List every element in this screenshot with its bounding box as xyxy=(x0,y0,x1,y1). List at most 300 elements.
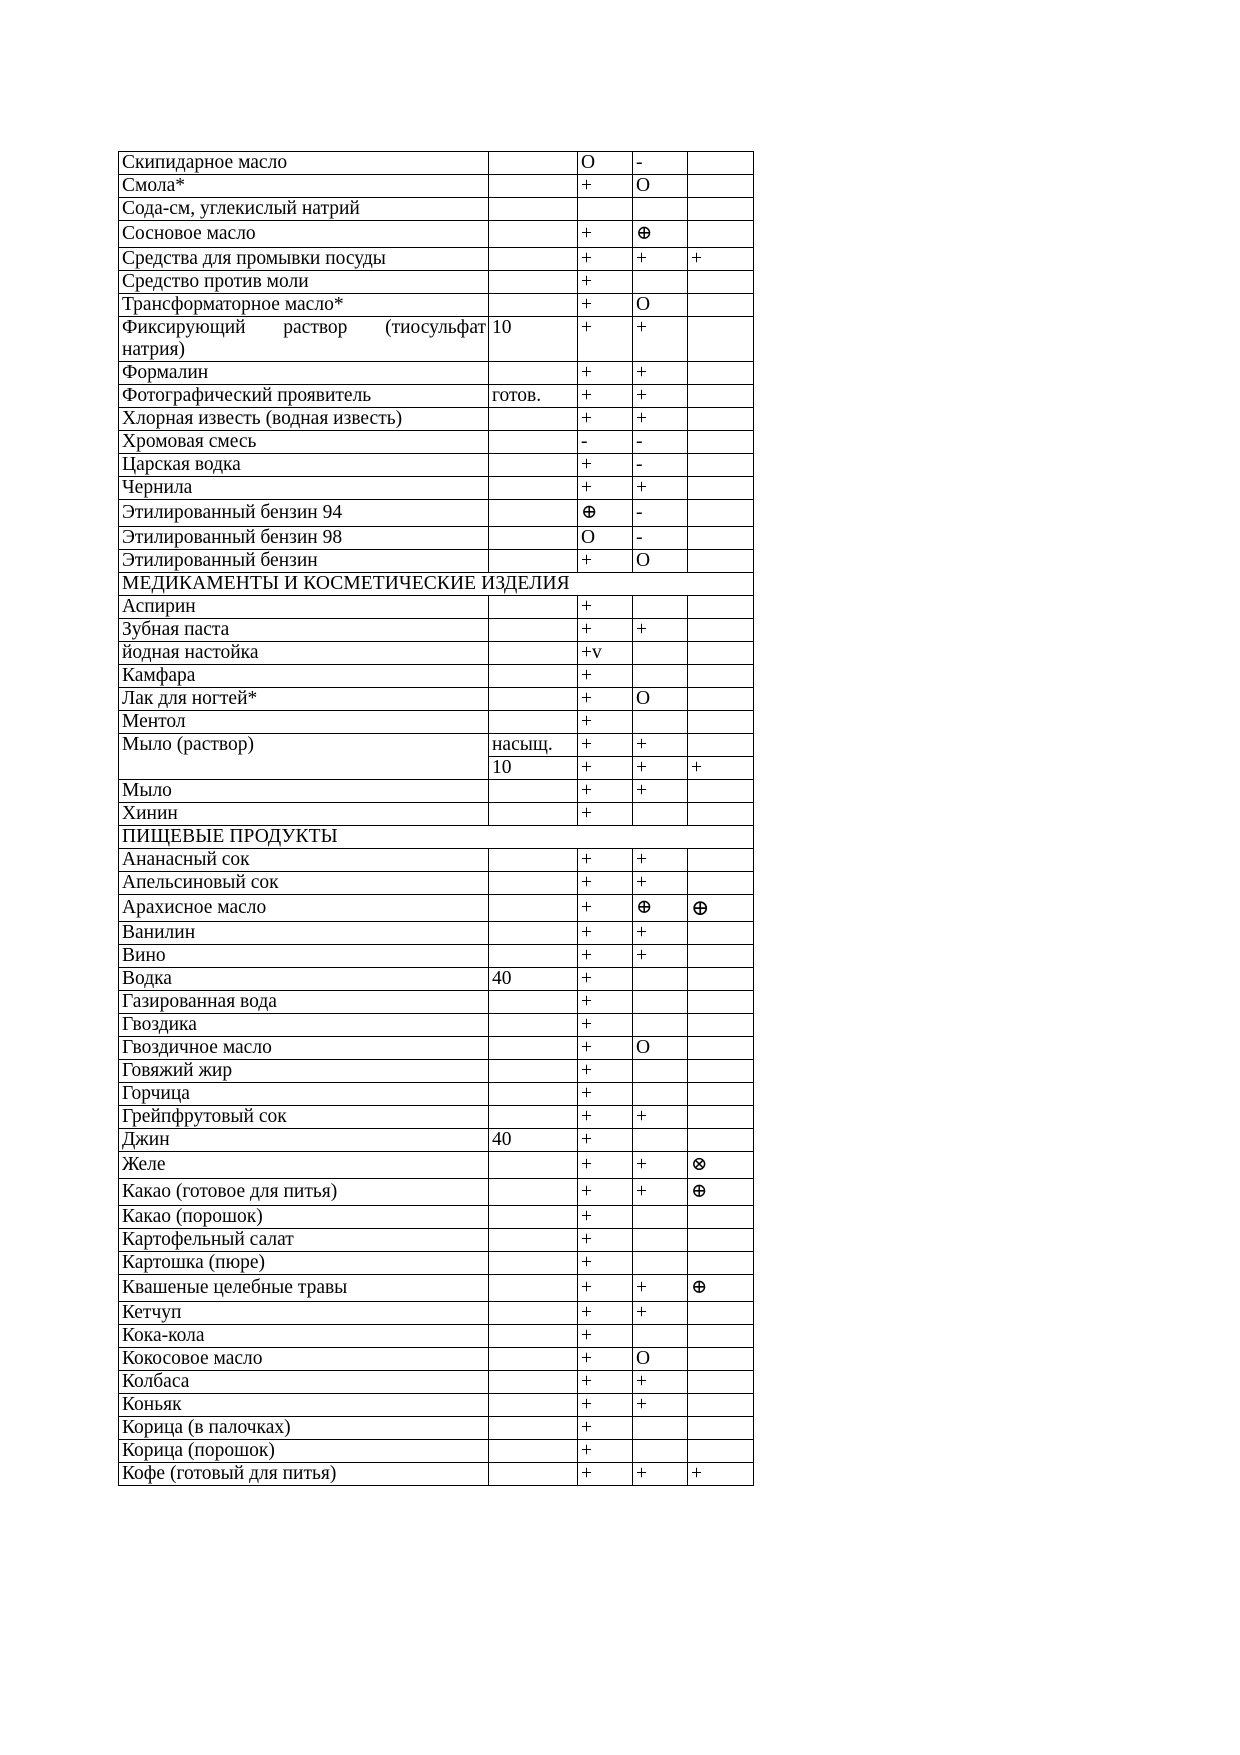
rating-a-cell: + xyxy=(578,968,633,991)
substance-name-cell: Кетчуп xyxy=(119,1302,489,1325)
table-row xyxy=(119,1252,754,1275)
rating-c-cell xyxy=(688,550,754,573)
concentration-cell xyxy=(489,1325,578,1348)
table-body xyxy=(119,152,754,1486)
concentration-cell xyxy=(489,362,578,385)
chemical-resistance-table xyxy=(118,151,754,1486)
rating-c-cell xyxy=(688,922,754,945)
concentration-cell xyxy=(489,711,578,734)
rating-b-cell: + xyxy=(633,317,688,362)
concentration-cell xyxy=(489,1275,578,1302)
table-row xyxy=(119,872,754,895)
table-row xyxy=(119,895,754,922)
table-row xyxy=(119,803,754,826)
rating-b-cell: O xyxy=(633,175,688,198)
concentration-cell xyxy=(489,1060,578,1083)
table-row xyxy=(119,175,754,198)
substance-name-cell: Мыло (раствор) xyxy=(119,734,489,780)
table-row xyxy=(119,945,754,968)
rating-b-cell xyxy=(633,271,688,294)
substance-name-cell: Аспирин xyxy=(119,596,489,619)
substance-name-cell: Желе xyxy=(119,1152,489,1179)
concentration-cell xyxy=(489,454,578,477)
rating-c-cell xyxy=(688,431,754,454)
concentration-cell xyxy=(489,152,578,175)
rating-c-cell xyxy=(688,317,754,362)
concentration-cell xyxy=(489,550,578,573)
rating-c-cell xyxy=(688,1371,754,1394)
rating-c-cell xyxy=(688,849,754,872)
table-row xyxy=(119,849,754,872)
concentration-cell xyxy=(489,527,578,550)
substance-name-cell: Ванилин xyxy=(119,922,489,945)
rating-b-cell: + xyxy=(633,849,688,872)
rating-a-cell: + xyxy=(578,1371,633,1394)
substance-name-cell: Царская водка xyxy=(119,454,489,477)
rating-c-cell xyxy=(688,780,754,803)
table-row xyxy=(119,1348,754,1371)
substance-name-cell: Ананасный сок xyxy=(119,849,489,872)
rating-a-cell: + xyxy=(578,175,633,198)
rating-c-cell xyxy=(688,1014,754,1037)
rating-b-cell: O xyxy=(633,1037,688,1060)
concentration-cell xyxy=(489,1252,578,1275)
concentration-cell xyxy=(489,642,578,665)
section-header-row xyxy=(119,826,754,849)
rating-c-cell xyxy=(688,1325,754,1348)
rating-c-cell: ⊗ xyxy=(688,1152,754,1179)
concentration-cell xyxy=(489,780,578,803)
rating-c-cell xyxy=(688,1252,754,1275)
rating-b-cell: - xyxy=(633,431,688,454)
table-row xyxy=(119,1083,754,1106)
substance-name-cell: Говяжий жир xyxy=(119,1060,489,1083)
concentration-cell xyxy=(489,991,578,1014)
rating-c-cell xyxy=(688,1348,754,1371)
rating-b-cell: O xyxy=(633,294,688,317)
substance-name-cell: Гвоздичное масло xyxy=(119,1037,489,1060)
table-row xyxy=(119,596,754,619)
rating-b-cell xyxy=(633,1206,688,1229)
rating-b-cell xyxy=(633,1440,688,1463)
rating-b-cell xyxy=(633,1014,688,1037)
rating-c-cell: + xyxy=(688,1463,754,1486)
rating-a-cell: + xyxy=(578,1275,633,1302)
rating-a-cell: + xyxy=(578,1302,633,1325)
rating-c-cell xyxy=(688,477,754,500)
rating-a-cell: + xyxy=(578,849,633,872)
concentration-cell xyxy=(489,803,578,826)
substance-name-cell: Кокосовое масло xyxy=(119,1348,489,1371)
rating-b-cell: + xyxy=(633,1463,688,1486)
rating-a-cell: ⊕ xyxy=(578,500,633,527)
table-row xyxy=(119,665,754,688)
table-row xyxy=(119,1371,754,1394)
rating-a-cell: + xyxy=(578,711,633,734)
rating-c-cell xyxy=(688,1206,754,1229)
table-row xyxy=(119,198,754,221)
rating-b-cell: O xyxy=(633,550,688,573)
table-row xyxy=(119,1325,754,1348)
rating-c-cell xyxy=(688,619,754,642)
rating-b-cell: ⊕ xyxy=(633,221,688,248)
concentration-cell xyxy=(489,248,578,271)
rating-b-cell: + xyxy=(633,1302,688,1325)
rating-a-cell: + xyxy=(578,1152,633,1179)
substance-name-cell: Арахисное масло xyxy=(119,895,489,922)
table-row xyxy=(119,1179,754,1206)
concentration-cell xyxy=(489,431,578,454)
substance-name-cell: Трансформаторное масло* xyxy=(119,294,489,317)
rating-c-cell: + xyxy=(688,248,754,271)
rating-a-cell: + xyxy=(578,1417,633,1440)
rating-a-cell: + xyxy=(578,780,633,803)
concentration-cell xyxy=(489,198,578,221)
rating-b-cell xyxy=(633,711,688,734)
table-row xyxy=(119,688,754,711)
rating-a-cell: + xyxy=(578,477,633,500)
substance-name-cell: Джин xyxy=(119,1129,489,1152)
concentration-cell xyxy=(489,665,578,688)
rating-a-cell: + xyxy=(578,945,633,968)
substance-name-cell: Хлорная известь (водная известь) xyxy=(119,408,489,431)
concentration-cell xyxy=(489,477,578,500)
concentration-cell xyxy=(489,500,578,527)
table-row xyxy=(119,1106,754,1129)
table-row xyxy=(119,1275,754,1302)
rating-a-cell: + xyxy=(578,1440,633,1463)
rating-a-cell: + xyxy=(578,757,633,780)
rating-a-cell: + xyxy=(578,550,633,573)
rating-a-cell: + xyxy=(578,1229,633,1252)
substance-name-cell: Горчица xyxy=(119,1083,489,1106)
substance-name-cell: Смола* xyxy=(119,175,489,198)
concentration-cell: 40 xyxy=(489,1129,578,1152)
rating-b-cell xyxy=(633,1325,688,1348)
table-row xyxy=(119,1440,754,1463)
rating-b-cell xyxy=(633,596,688,619)
rating-c-cell xyxy=(688,152,754,175)
rating-c-cell xyxy=(688,945,754,968)
substance-name-cell: Гвоздика xyxy=(119,1014,489,1037)
rating-a-cell: + xyxy=(578,1014,633,1037)
table-row xyxy=(119,1129,754,1152)
rating-b-cell xyxy=(633,1252,688,1275)
substance-name-cell: Камфара xyxy=(119,665,489,688)
substance-name-cell: Апельсиновый сок xyxy=(119,872,489,895)
concentration-cell xyxy=(489,1229,578,1252)
rating-a-cell: + xyxy=(578,619,633,642)
table-row xyxy=(119,385,754,408)
rating-b-cell xyxy=(633,1083,688,1106)
rating-b-cell: + xyxy=(633,362,688,385)
substance-name-cell: Вино xyxy=(119,945,489,968)
rating-b-cell: + xyxy=(633,1152,688,1179)
rating-a-cell xyxy=(578,198,633,221)
rating-a-cell: + xyxy=(578,1252,633,1275)
concentration-cell xyxy=(489,596,578,619)
rating-a-cell: + xyxy=(578,362,633,385)
concentration-cell xyxy=(489,849,578,872)
rating-a-cell: + xyxy=(578,454,633,477)
table-row xyxy=(119,500,754,527)
rating-c-cell xyxy=(688,1060,754,1083)
rating-c-cell xyxy=(688,1037,754,1060)
table-row xyxy=(119,550,754,573)
concentration-cell xyxy=(489,1417,578,1440)
table-row xyxy=(119,619,754,642)
rating-a-cell: + xyxy=(578,385,633,408)
rating-a-cell: O xyxy=(578,152,633,175)
rating-c-cell xyxy=(688,665,754,688)
rating-c-cell xyxy=(688,198,754,221)
table-row xyxy=(119,734,754,757)
table-row xyxy=(119,1394,754,1417)
concentration-cell: насыщ. xyxy=(489,734,578,757)
rating-b-cell: - xyxy=(633,454,688,477)
rating-c-cell xyxy=(688,1229,754,1252)
substance-name-cell: Мыло xyxy=(119,780,489,803)
rating-a-cell: +v xyxy=(578,642,633,665)
rating-b-cell: + xyxy=(633,757,688,780)
table-row xyxy=(119,248,754,271)
rating-c-cell xyxy=(688,408,754,431)
substance-name-cell: Картофельный салат xyxy=(119,1229,489,1252)
rating-c-cell xyxy=(688,803,754,826)
rating-b-cell: + xyxy=(633,1371,688,1394)
rating-a-cell: + xyxy=(578,803,633,826)
rating-b-cell: + xyxy=(633,780,688,803)
rating-a-cell: + xyxy=(578,734,633,757)
table-row xyxy=(119,294,754,317)
table-row xyxy=(119,780,754,803)
rating-c-cell xyxy=(688,991,754,1014)
rating-c-cell: ⊕ xyxy=(688,1275,754,1302)
substance-name-cell: Зубная паста xyxy=(119,619,489,642)
rating-a-cell: + xyxy=(578,271,633,294)
substance-name-cell: Фиксирующий раствор (тиосульфат натрия) xyxy=(119,317,489,362)
rating-a-cell: + xyxy=(578,1060,633,1083)
rating-c-cell xyxy=(688,968,754,991)
rating-b-cell: + xyxy=(633,1106,688,1129)
rating-b-cell xyxy=(633,642,688,665)
rating-c-cell xyxy=(688,362,754,385)
rating-b-cell: + xyxy=(633,619,688,642)
substance-name-cell: йодная настойка xyxy=(119,642,489,665)
table-row xyxy=(119,1302,754,1325)
substance-name-cell: Какао (готовое для питья) xyxy=(119,1179,489,1206)
substance-name-cell: Картошка (пюре) xyxy=(119,1252,489,1275)
substance-name-cell: Хромовая смесь xyxy=(119,431,489,454)
rating-a-cell: + xyxy=(578,1083,633,1106)
rating-c-cell xyxy=(688,872,754,895)
substance-name-cell: Средство против моли xyxy=(119,271,489,294)
rating-a-cell: + xyxy=(578,688,633,711)
table-row xyxy=(119,991,754,1014)
table-row xyxy=(119,711,754,734)
rating-c-cell xyxy=(688,1394,754,1417)
substance-name-cell: Этилированный бензин xyxy=(119,550,489,573)
table-row xyxy=(119,221,754,248)
section-title: МЕДИКАМЕНТЫ И КОСМЕТИЧЕСКИЕ ИЗДЕЛИЯ xyxy=(119,573,754,596)
concentration-cell xyxy=(489,294,578,317)
table-row xyxy=(119,1014,754,1037)
rating-c-cell: ⊕ xyxy=(688,1179,754,1206)
rating-b-cell: + xyxy=(633,1394,688,1417)
substance-name-cell: Этилированный бензин 98 xyxy=(119,527,489,550)
table-row xyxy=(119,1463,754,1486)
rating-b-cell xyxy=(633,665,688,688)
rating-c-cell xyxy=(688,1106,754,1129)
rating-c-cell xyxy=(688,454,754,477)
table-row xyxy=(119,362,754,385)
rating-c-cell: ⊕ xyxy=(688,895,754,922)
substance-name-cell: Средства для промывки посуды xyxy=(119,248,489,271)
rating-b-cell: - xyxy=(633,500,688,527)
rating-c-cell xyxy=(688,221,754,248)
concentration-cell xyxy=(489,1371,578,1394)
table-row xyxy=(119,408,754,431)
table-row xyxy=(119,1229,754,1252)
table-row xyxy=(119,968,754,991)
rating-c-cell xyxy=(688,642,754,665)
substance-name-cell: Газированная вода xyxy=(119,991,489,1014)
table-row xyxy=(119,1206,754,1229)
substance-name-cell: Колбаса xyxy=(119,1371,489,1394)
concentration-cell xyxy=(489,1394,578,1417)
rating-b-cell xyxy=(633,991,688,1014)
rating-b-cell xyxy=(633,968,688,991)
rating-b-cell: - xyxy=(633,152,688,175)
concentration-cell xyxy=(489,1440,578,1463)
concentration-cell xyxy=(489,1152,578,1179)
rating-b-cell: + xyxy=(633,408,688,431)
table-row xyxy=(119,152,754,175)
concentration-cell xyxy=(489,408,578,431)
substance-name-cell: Хинин xyxy=(119,803,489,826)
rating-b-cell: + xyxy=(633,945,688,968)
rating-b-cell xyxy=(633,1229,688,1252)
rating-b-cell: + xyxy=(633,1179,688,1206)
concentration-cell xyxy=(489,1083,578,1106)
concentration-cell: 10 xyxy=(489,757,578,780)
rating-b-cell: O xyxy=(633,688,688,711)
rating-c-cell xyxy=(688,1440,754,1463)
substance-name-cell: Кофе (готовый для питья) xyxy=(119,1463,489,1486)
rating-a-cell: + xyxy=(578,1394,633,1417)
concentration-cell xyxy=(489,221,578,248)
concentration-cell xyxy=(489,1463,578,1486)
rating-a-cell: + xyxy=(578,1206,633,1229)
substance-name-cell: Чернила xyxy=(119,477,489,500)
substance-name-cell: Какао (порошок) xyxy=(119,1206,489,1229)
concentration-cell xyxy=(489,945,578,968)
table-row xyxy=(119,454,754,477)
rating-a-cell: + xyxy=(578,665,633,688)
substance-name-cell: Фотографический проявитель xyxy=(119,385,489,408)
rating-c-cell xyxy=(688,1129,754,1152)
section-title: ПИЩЕВЫЕ ПРОДУКТЫ xyxy=(119,826,754,849)
rating-a-cell: + xyxy=(578,1129,633,1152)
rating-b-cell: + xyxy=(633,734,688,757)
rating-a-cell: O xyxy=(578,527,633,550)
concentration-cell xyxy=(489,922,578,945)
rating-a-cell: + xyxy=(578,1179,633,1206)
concentration-cell xyxy=(489,688,578,711)
rating-c-cell xyxy=(688,294,754,317)
rating-b-cell: + xyxy=(633,477,688,500)
concentration-cell xyxy=(489,895,578,922)
rating-a-cell: + xyxy=(578,1348,633,1371)
rating-b-cell xyxy=(633,803,688,826)
rating-b-cell: + xyxy=(633,872,688,895)
rating-c-cell xyxy=(688,271,754,294)
rating-a-cell: + xyxy=(578,294,633,317)
concentration-cell: 10 xyxy=(489,317,578,362)
table-row xyxy=(119,527,754,550)
rating-a-cell: + xyxy=(578,991,633,1014)
rating-b-cell xyxy=(633,1417,688,1440)
rating-c-cell xyxy=(688,175,754,198)
substance-name-cell: Грейпфрутовый сок xyxy=(119,1106,489,1129)
rating-c-cell xyxy=(688,527,754,550)
substance-name-cell: Формалин xyxy=(119,362,489,385)
rating-b-cell xyxy=(633,1060,688,1083)
rating-c-cell xyxy=(688,711,754,734)
table-row xyxy=(119,1417,754,1440)
concentration-cell xyxy=(489,619,578,642)
concentration-cell: готов. xyxy=(489,385,578,408)
substance-name-cell: Сода-см, углекислый натрий xyxy=(119,198,489,221)
table-row xyxy=(119,317,754,362)
concentration-cell xyxy=(489,1302,578,1325)
rating-a-cell: + xyxy=(578,872,633,895)
section-header-row xyxy=(119,573,754,596)
rating-b-cell: O xyxy=(633,1348,688,1371)
rating-a-cell: + xyxy=(578,1325,633,1348)
table-row xyxy=(119,431,754,454)
rating-b-cell: + xyxy=(633,385,688,408)
substance-name-cell: Кока-кола xyxy=(119,1325,489,1348)
substance-name-cell: Водка xyxy=(119,968,489,991)
rating-c-cell xyxy=(688,688,754,711)
table-row xyxy=(119,1037,754,1060)
rating-c-cell xyxy=(688,734,754,757)
rating-b-cell: + xyxy=(633,922,688,945)
rating-a-cell: + xyxy=(578,922,633,945)
table-row xyxy=(119,271,754,294)
rating-a-cell: + xyxy=(578,1106,633,1129)
substance-name-cell: Коньяк xyxy=(119,1394,489,1417)
substance-name-cell: Скипидарное масло xyxy=(119,152,489,175)
substance-name-cell: Корица (порошок) xyxy=(119,1440,489,1463)
rating-c-cell xyxy=(688,500,754,527)
rating-b-cell: + xyxy=(633,248,688,271)
concentration-cell xyxy=(489,1106,578,1129)
rating-a-cell: + xyxy=(578,408,633,431)
table-row xyxy=(119,922,754,945)
table-row xyxy=(119,642,754,665)
rating-a-cell: + xyxy=(578,1037,633,1060)
rating-a-cell: + xyxy=(578,596,633,619)
concentration-cell xyxy=(489,872,578,895)
table-row xyxy=(119,477,754,500)
rating-c-cell: + xyxy=(688,757,754,780)
concentration-cell xyxy=(489,1179,578,1206)
rating-a-cell: + xyxy=(578,317,633,362)
rating-c-cell xyxy=(688,1417,754,1440)
concentration-cell xyxy=(489,1206,578,1229)
